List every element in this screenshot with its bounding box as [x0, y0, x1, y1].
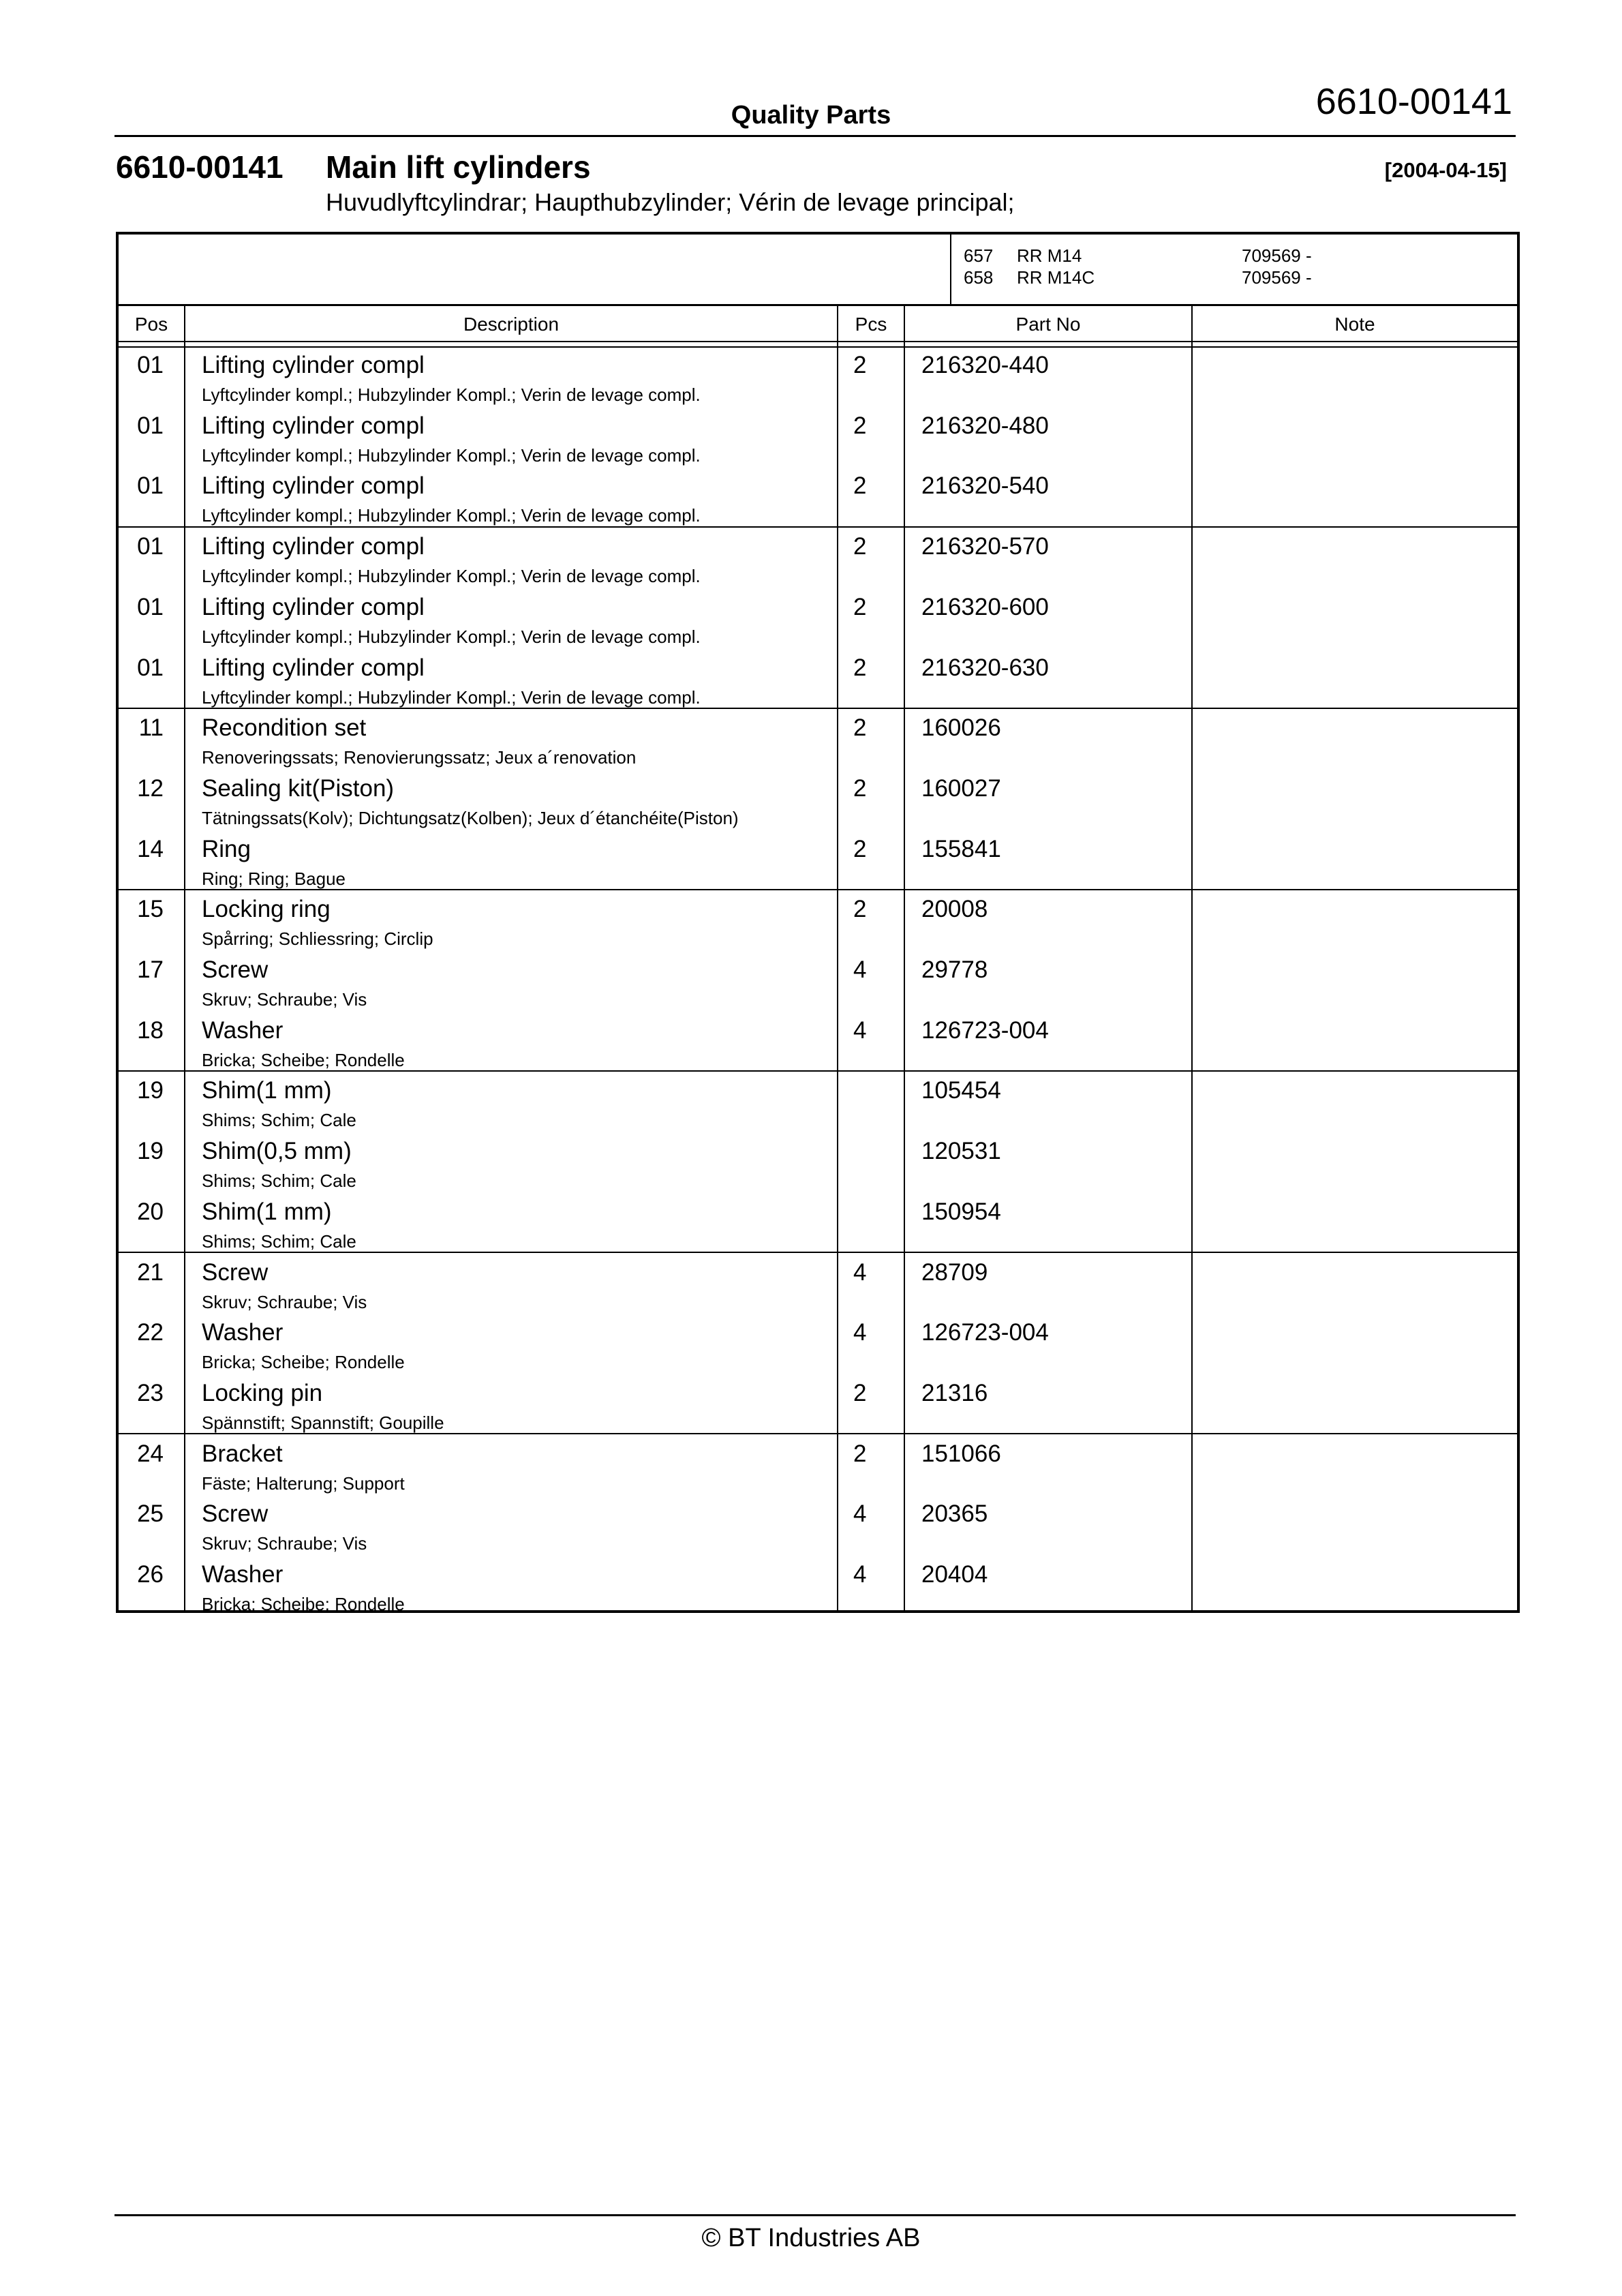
row-description-translations: Renoveringssats; Renovierungssatz; Jeux a´renovation: [202, 747, 637, 768]
table-row: [119, 1077, 1517, 1134]
row-part-no: 105454: [921, 1077, 1001, 1104]
row-pos: 01: [137, 654, 164, 681]
section-date: [2004-04-15]: [1384, 158, 1507, 182]
row-pos: 01: [137, 412, 164, 439]
table-row: [119, 1017, 1517, 1074]
row-pos: 22: [137, 1319, 164, 1346]
row-description-translations: Lyftcylinder kompl.; Hubzylinder Kompl.; Verin de levage compl.: [202, 505, 701, 526]
row-pcs: 2: [853, 472, 867, 499]
row-description: Screw: [202, 956, 269, 983]
row-description-translations: Skruv; Schraube; Vis: [202, 1533, 367, 1554]
header-rule-lower: [119, 346, 1517, 348]
row-description: Washer: [202, 1017, 284, 1044]
row-pos: 24: [137, 1440, 164, 1467]
table-row: [119, 594, 1517, 651]
model-serial: 709569 -: [1242, 245, 1312, 266]
row-pcs: 4: [853, 1017, 867, 1044]
table-row: [119, 714, 1517, 772]
row-part-no: 216320-600: [921, 594, 1049, 620]
row-pcs: 4: [853, 1319, 867, 1346]
footer-copyright: © BT Industries AB: [701, 2224, 921, 2252]
row-pcs: 4: [853, 1259, 867, 1286]
row-description-translations: Tätningssats(Kolv); Dichtungsatz(Kolben); Jeux d´étanchéite(Piston): [202, 808, 739, 828]
row-description: Washer: [202, 1561, 284, 1588]
row-pcs: 2: [853, 775, 867, 802]
model-code: 657: [964, 245, 994, 266]
parts-table: [116, 232, 1520, 1613]
table-row: [119, 412, 1517, 470]
row-description-translations: Skruv; Schraube; Vis: [202, 989, 367, 1010]
header-divider: [114, 135, 1516, 137]
row-pos: 18: [137, 1017, 164, 1044]
row-description-translations: Fäste; Halterung; Support: [202, 1473, 405, 1494]
row-part-no: 126723-004: [921, 1017, 1049, 1044]
table-row: [119, 352, 1517, 409]
row-pos: 01: [137, 352, 164, 378]
row-pcs: 2: [853, 352, 867, 378]
row-description-translations: Bricka; Scheibe; Rondelle: [202, 1352, 405, 1372]
row-description-translations: Spännstift; Spannstift; Goupille: [202, 1413, 444, 1433]
row-pcs: 2: [853, 412, 867, 439]
row-pos: 01: [137, 472, 164, 499]
row-part-no: 216320-440: [921, 352, 1049, 378]
row-description-translations: Shims; Schim; Cale: [202, 1170, 356, 1191]
row-description: Shim(1 mm): [202, 1198, 332, 1225]
table-row: [119, 956, 1517, 1014]
row-pcs: 2: [853, 1380, 867, 1406]
header-rule-upper: [119, 341, 1517, 342]
model-name: RR M14C: [1017, 267, 1095, 288]
row-pos: 19: [137, 1138, 164, 1164]
row-part-no: 160027: [921, 775, 1001, 802]
row-pos: 12: [137, 775, 164, 802]
row-pcs: 2: [853, 896, 867, 922]
column-header-pos: Pos: [134, 314, 168, 335]
row-pos: 25: [137, 1500, 164, 1527]
row-description: Sealing kit(Piston): [202, 775, 395, 802]
row-part-no: 155841: [921, 836, 1001, 862]
row-pcs: 2: [853, 1440, 867, 1467]
row-description: Lifting cylinder compl: [202, 412, 425, 439]
footer-divider: [114, 2214, 1516, 2216]
row-pcs: 2: [853, 533, 867, 560]
row-description-translations: Lyftcylinder kompl.; Hubzylinder Kompl.; Verin de levage compl.: [202, 445, 701, 466]
table-row: [119, 1561, 1517, 1618]
row-pos: 01: [137, 533, 164, 560]
row-description: Ring: [202, 836, 251, 862]
row-part-no: 29778: [921, 956, 988, 983]
row-description: Lifting cylinder compl: [202, 594, 425, 620]
row-description: Lifting cylinder compl: [202, 352, 425, 378]
row-description-translations: Shims; Schim; Cale: [202, 1110, 356, 1130]
row-description-translations: Bricka; Scheibe; Rondelle: [202, 1594, 405, 1614]
row-description: Lifting cylinder compl: [202, 533, 425, 560]
row-part-no: 126723-004: [921, 1319, 1049, 1346]
row-description: Shim(0,5 mm): [202, 1138, 352, 1164]
row-description-translations: Lyftcylinder kompl.; Hubzylinder Kompl.; Verin de levage compl.: [202, 566, 701, 586]
table-row: [119, 1380, 1517, 1437]
table-row: [119, 1440, 1517, 1498]
row-description: Locking pin: [202, 1380, 323, 1406]
row-description-translations: Lyftcylinder kompl.; Hubzylinder Kompl.; Verin de levage compl.: [202, 626, 701, 647]
row-description-translations: Shims; Schim; Cale: [202, 1231, 356, 1252]
row-pos: 21: [137, 1259, 164, 1286]
row-pcs: 4: [853, 1561, 867, 1588]
row-pos: 20: [137, 1198, 164, 1225]
table-row: [119, 654, 1517, 712]
row-description: Lifting cylinder compl: [202, 472, 425, 499]
row-pos: 01: [137, 594, 164, 620]
row-pos: 19: [137, 1077, 164, 1104]
row-pos: 11: [138, 714, 164, 741]
model-serial: 709569 -: [1242, 267, 1312, 288]
column-header-description: Description: [463, 314, 560, 335]
model-name: RR M14: [1017, 245, 1082, 266]
row-part-no: 20365: [921, 1500, 988, 1527]
row-description: Screw: [202, 1500, 269, 1527]
row-description-translations: Lyftcylinder kompl.; Hubzylinder Kompl.; Verin de levage compl.: [202, 687, 701, 708]
row-description: Recondition set: [202, 714, 367, 741]
row-part-no: 21316: [921, 1380, 988, 1406]
table-row: [119, 1259, 1517, 1316]
row-part-no: 120531: [921, 1138, 1001, 1164]
row-part-no: 151066: [921, 1440, 1001, 1467]
row-description-translations: Bricka; Scheibe; Rondelle: [202, 1050, 405, 1070]
table-row: [119, 1500, 1517, 1558]
document-number: 6610-00141: [1315, 81, 1512, 122]
row-part-no: 216320-570: [921, 533, 1049, 560]
row-description: Locking ring: [202, 896, 331, 922]
row-pcs: 4: [853, 1500, 867, 1527]
model-block-divider: [950, 235, 951, 304]
row-description: Screw: [202, 1259, 269, 1286]
row-part-no: 20008: [921, 896, 988, 922]
table-row: [119, 836, 1517, 893]
row-description-translations: Skruv; Schraube; Vis: [202, 1292, 367, 1312]
row-pcs: 4: [853, 956, 867, 983]
row-description: Lifting cylinder compl: [202, 654, 425, 681]
row-pcs: 2: [853, 594, 867, 620]
row-pos: 23: [137, 1380, 164, 1406]
header-title: Quality Parts: [731, 101, 891, 130]
row-part-no: 150954: [921, 1198, 1001, 1225]
table-row: [119, 1319, 1517, 1376]
row-pos: 14: [137, 836, 164, 862]
row-pos: 15: [137, 896, 164, 922]
section-subtitle: Huvudlyftcylindrar; Haupthubzylinder; Vérin de levage principal;: [326, 188, 1015, 216]
column-header-note: Note: [1334, 314, 1375, 335]
row-pcs: 2: [853, 714, 867, 741]
row-part-no: 216320-540: [921, 472, 1049, 499]
table-row: [119, 775, 1517, 832]
row-pos: 26: [137, 1561, 164, 1588]
table-row: [119, 896, 1517, 953]
table-row: [119, 1138, 1517, 1195]
section-title: Main lift cylinders: [326, 149, 591, 185]
row-part-no: 160026: [921, 714, 1001, 741]
model-block-bottom-rule: [119, 304, 1517, 306]
row-pos: 17: [137, 956, 164, 983]
row-pcs: 2: [853, 654, 867, 681]
table-row: [119, 1198, 1517, 1256]
table-row: [119, 533, 1517, 590]
section-number: 6610-00141: [116, 149, 284, 185]
row-part-no: 216320-630: [921, 654, 1049, 681]
column-header-part-no: Part No: [1015, 314, 1081, 335]
row-description-translations: Lyftcylinder kompl.; Hubzylinder Kompl.; Verin de levage compl.: [202, 384, 701, 405]
row-pcs: 2: [853, 836, 867, 862]
model-code: 658: [964, 267, 994, 288]
row-description-translations: Spårring; Schliessring; Circlip: [202, 928, 433, 949]
row-part-no: 28709: [921, 1259, 988, 1286]
row-part-no: 20404: [921, 1561, 988, 1588]
row-part-no: 216320-480: [921, 412, 1049, 439]
row-description: Bracket: [202, 1440, 283, 1467]
column-header-pcs: Pcs: [855, 314, 887, 335]
row-description: Washer: [202, 1319, 284, 1346]
table-row: [119, 472, 1517, 530]
row-description-translations: Ring; Ring; Bague: [202, 868, 346, 889]
row-description: Shim(1 mm): [202, 1077, 332, 1104]
